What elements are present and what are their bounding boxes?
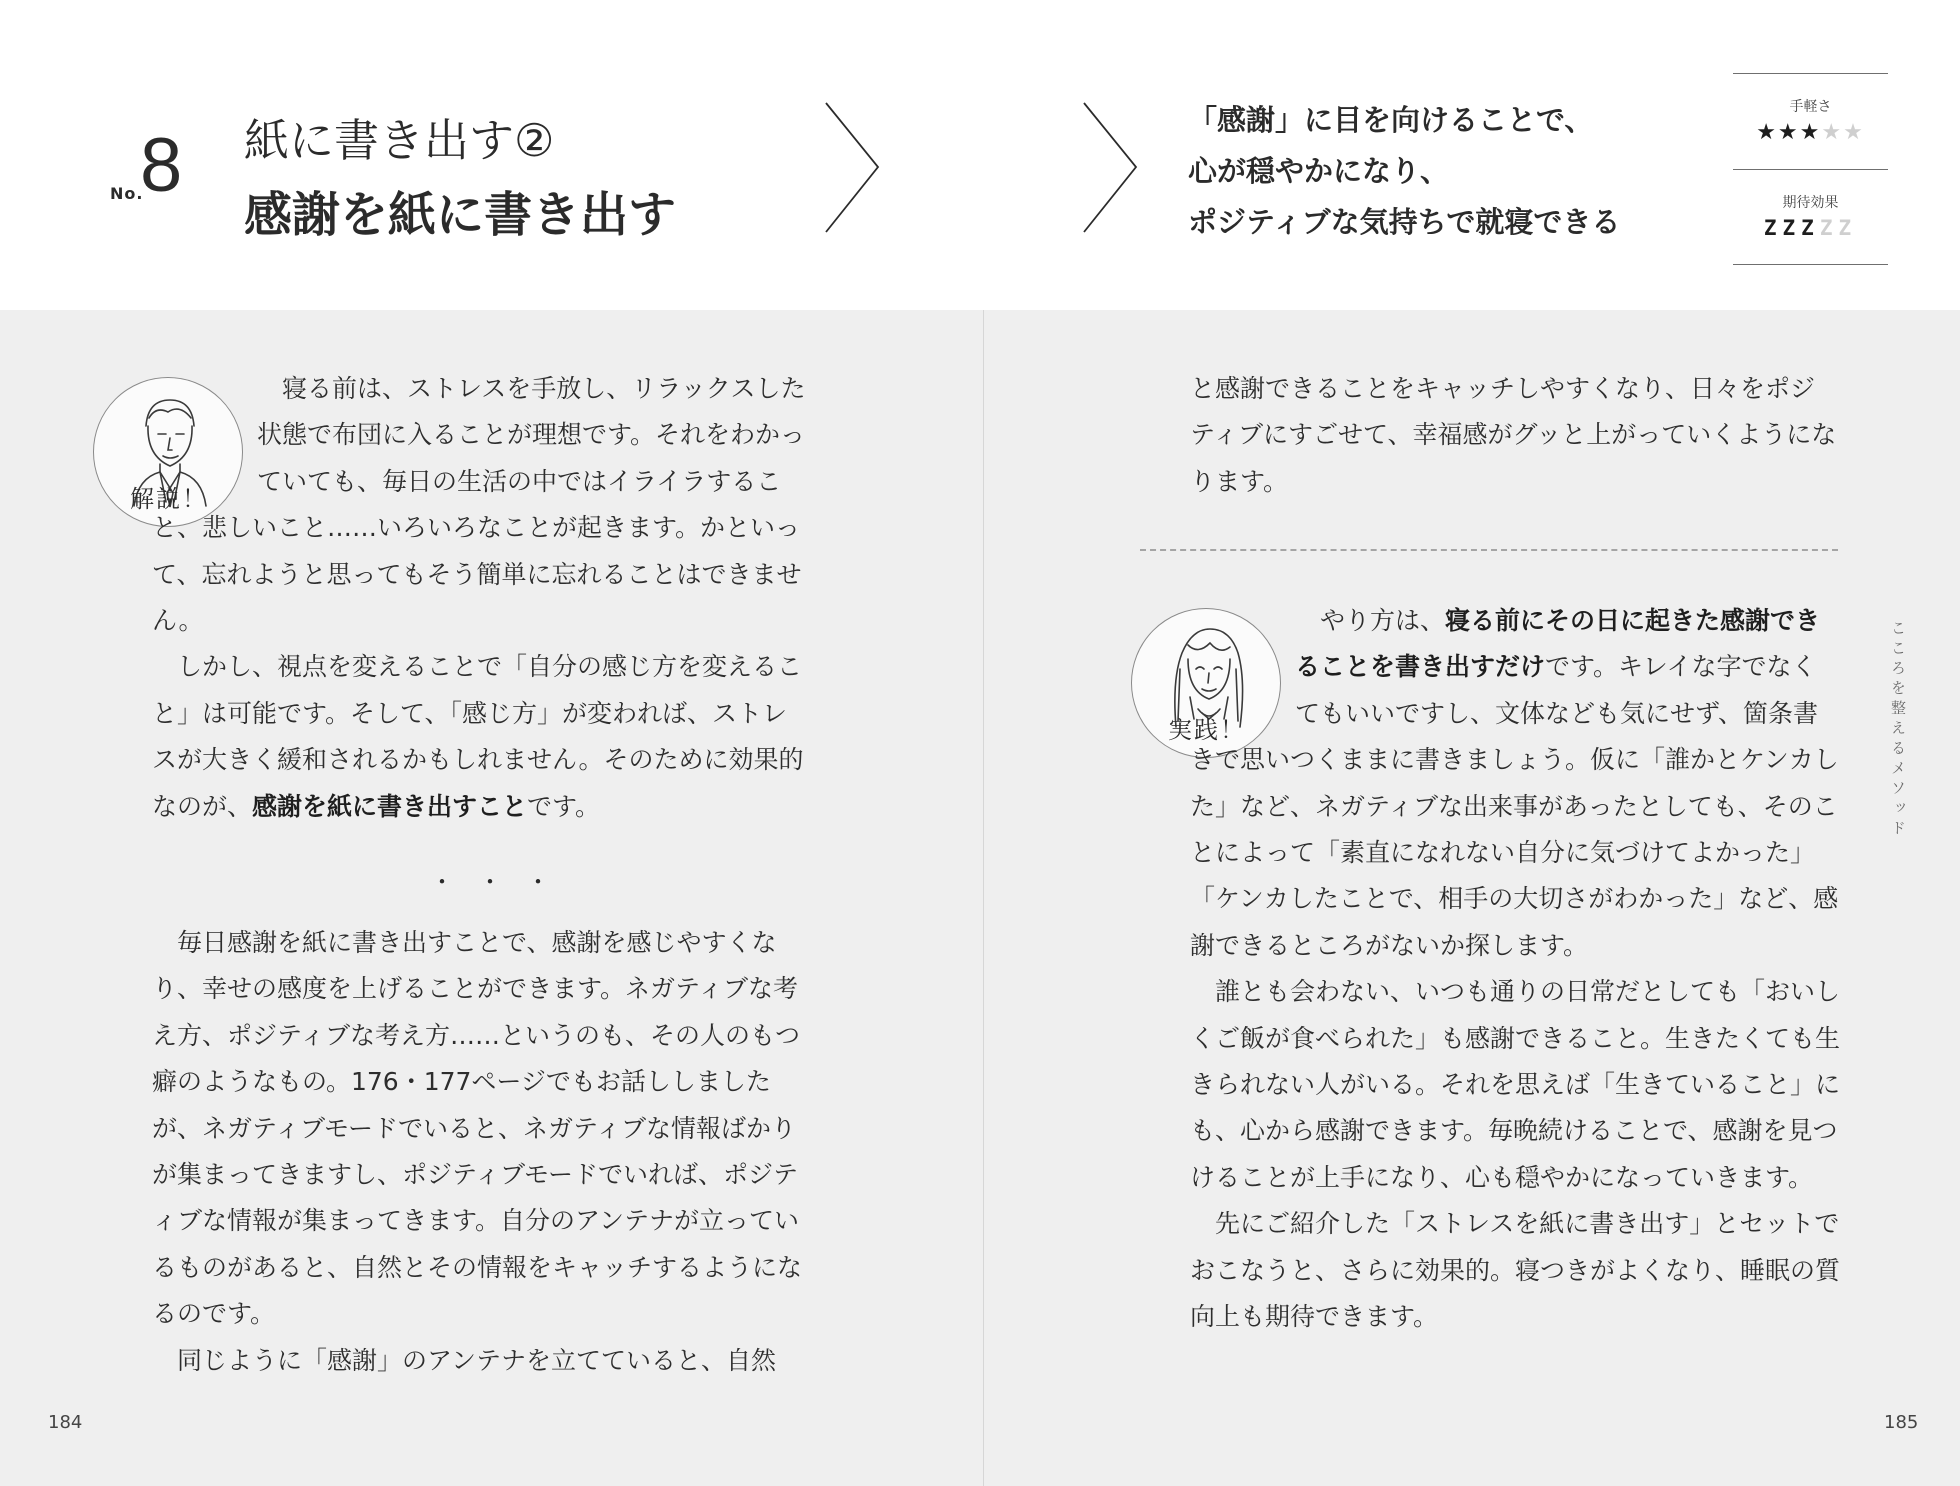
method-subtitle: 紙に書き出す②: [244, 114, 555, 167]
method-number-prefix: No.: [110, 184, 144, 203]
paragraph: やり方は、寝る前にその日に起きた感謝できることを書き出すだけです。キレイな字でなくてもいいですし、文体なども気にせず、箇条書きで思いつくままに書きましょう。仮に「誰かとケンカした」など、ネガティブな出来事があったとしても、そのことによって「素直になれない自分に気づけてよかった」「ケンカしたことで、相手の大切さがわかった」など、感謝できるところがないか探します。: [1190, 606, 1839, 960]
benefit-line: 心が穏やかになり、: [1188, 154, 1450, 188]
right-page-text-2: [1190, 598, 1840, 1341]
paragraph: 毎日感謝を紙に書き出すことで、感謝を感じやすくなり、幸せの感度を上げることができます。ネガティブな考え方、ポジティブな考え方……というのも、その人のもつ癖のようなもの。176・177ページでもお話ししましたが、ネガティブモードでいると、ネガティブな情報ばかりが集まってきますし、ポジティブモードでいれば、ポジティブな情報が集まってきます。自分のアンテナが立っているものがあると、自然とその情報をキャッチするようになるのです。: [152, 928, 803, 1329]
chapter-header: [0, 0, 1960, 310]
chevron-right-icon: [822, 100, 882, 235]
left-page-text-2: [152, 920, 810, 1384]
ease-rating: [1733, 74, 1888, 169]
chevron-right-icon: [1080, 100, 1140, 235]
method-number: 8: [140, 123, 183, 208]
paragraph: しかし、視点を変えることで「自分の感じ方を変えること」は可能です。そして、「感じ方」が変われば、ストレスが大きく緩和されるかもしれません。そのために効果的なのが、感謝を紙に書き出すことです。: [152, 652, 804, 821]
paragraph: と感謝できることをキャッチしやすくなり、日々をポジティブにすごせて、幸福感がグッと上がっていくようになります。: [1190, 374, 1837, 496]
paragraph: 寝る前は、ストレスを手放し、リラックスした状態で布団に入ることが理想です。それをわかっていても、毎日の生活の中ではイライラすること、悲しいこと……いろいろなことが起きます。かといって、忘れようと思ってもそう簡単に忘れることはできません。: [152, 374, 806, 636]
benefit-line: 「感謝」に目を向けることで、: [1188, 103, 1594, 137]
page-number-right: 185: [1884, 1412, 1919, 1433]
sleep-rating: [1733, 216, 1888, 240]
method-title: 感謝を紙に書き出す: [244, 187, 677, 243]
avatar-label: 実践！: [1168, 716, 1246, 744]
paragraph: 誰とも会わない、いつも通りの日常だとしても「おいしくご飯が食べられた」も感謝できること。生きたくても生きられない人がいる。それを思えば「生きていること」にも、心から感謝できます。毎晩続けることで、感謝を見つけることが上手になり、心も穏やかになっていきます。: [1190, 977, 1841, 1192]
left-page-text: [152, 366, 807, 830]
page-spine-divider: [983, 310, 984, 1486]
page-number-left: 184: [48, 1412, 83, 1433]
star-empty-icon: ★★: [1821, 120, 1865, 145]
paragraph: 先にご紹介した「ストレスを紙に書き出す」とセットでおこなうと、さらに効果的。寝つきがよくなり、睡眠の質向上も期待できます。: [1190, 1209, 1841, 1332]
right-page-text-1: [1190, 366, 1840, 505]
star-filled-icon: ★★★: [1756, 120, 1822, 145]
emphasis-text: 寝る前にその日に起きた感謝できることを書き出すだけ: [1295, 606, 1821, 682]
dashed-divider: [1140, 549, 1838, 551]
sleep-z-empty-icon: ZZ: [1819, 216, 1858, 240]
effect-rating: [1733, 169, 1888, 264]
ease-label: 手軽さ: [1789, 99, 1832, 115]
sleep-z-filled-icon: ZZZ: [1763, 216, 1820, 240]
emphasis-text: 感謝を紙に書き出すこと: [252, 791, 528, 821]
rating-box: [1733, 73, 1888, 265]
benefit-summary: [1188, 95, 1620, 248]
benefit-line: ポジティブな気持ちで就寝できる: [1188, 205, 1621, 239]
paragraph: 同じように「感謝」のアンテナを立てていると、自然: [177, 1345, 777, 1375]
avatar-label: 解説！: [130, 485, 208, 513]
chapter-side-label: こころを整えるメソッド: [1889, 620, 1907, 840]
section-separator: ・・・: [430, 868, 574, 896]
effect-label: 期待効果: [1782, 195, 1839, 211]
star-rating: [1733, 120, 1888, 145]
